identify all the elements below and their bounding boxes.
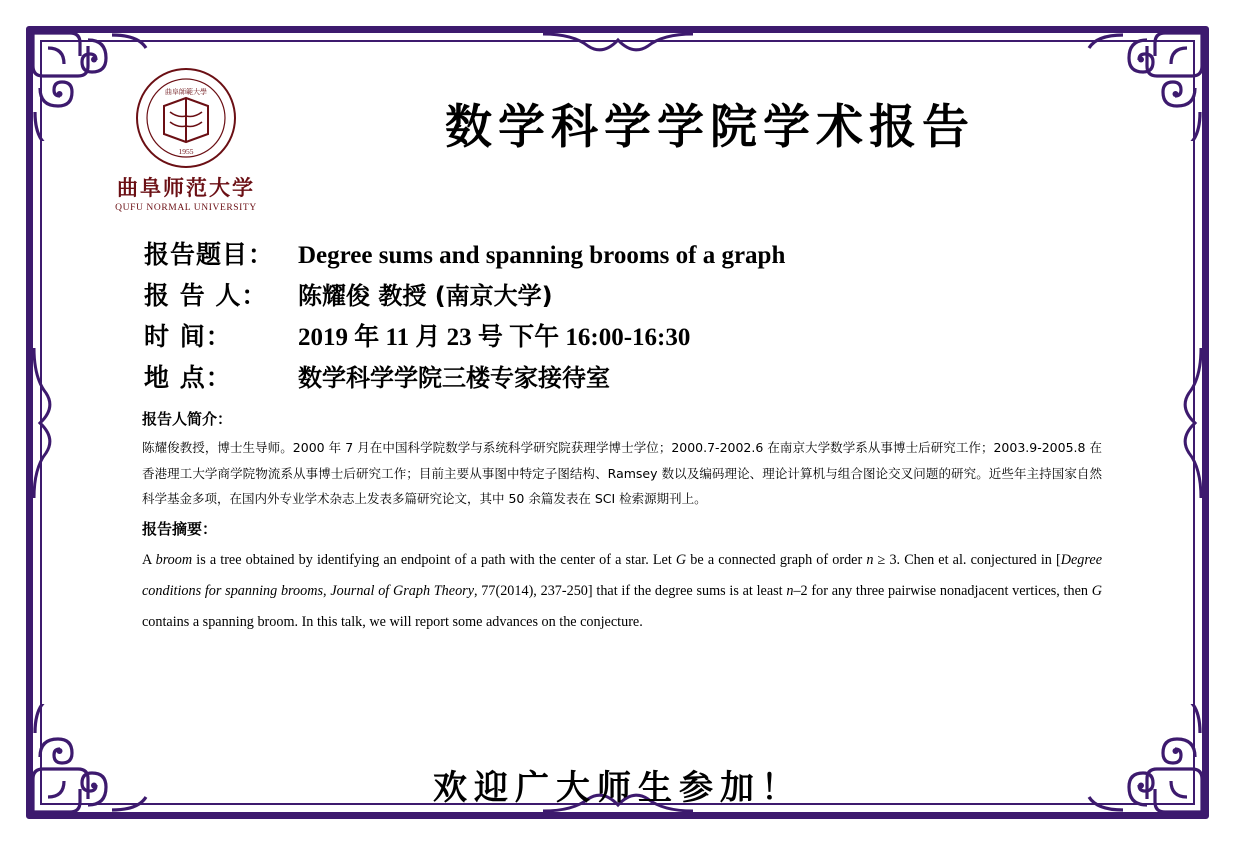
abstract-fragment: be a connected graph of order	[686, 551, 867, 568]
speaker-bio-text: 陈耀俊教授，博士生导师。2000 年 7 月在中国科学院数学与系统科学研究院获理学博士学位；2000.7-2002.6 在南京大学数学系从事博士后研究工作；2003.9-2005.8 在香港理工大学商学院物流系从事博士后研究工作；目前主要从事图中特定子图结构、Ramsey 数以及编码理论、理论计算机与组合图论交叉问题的研究。近些年主持国家自然科学基金多项，在国内外专业学术杂志上发表多篇研究论文，其中 50 余篇发表在 SCI 检索源期刊上。	[142, 440, 1102, 507]
info-row-location	[144, 358, 1175, 394]
abstract-fragment: is a tree obtained by identifying an endpoint of a path with the center of a star. Let	[192, 551, 676, 568]
abstract-fragment: , 77(2014), 237-250] that if the degree sums is at least	[474, 583, 787, 600]
abstract-fragment: Degree conditions for spanning brooms	[142, 551, 1102, 600]
info-label-topic: 报告题目：	[144, 240, 275, 269]
info-label-speaker: 报 告 人：	[144, 281, 268, 310]
abstract-fragment: Journal of Graph Theory	[330, 583, 474, 600]
poster-header	[60, 52, 1175, 227]
speaker-bio-heading: 报告人简介：	[142, 410, 233, 428]
abstract-fragment: n	[786, 583, 794, 600]
speaker-bio-section	[142, 408, 1102, 512]
info-value-topic: Degree sums and spanning brooms of a graph	[298, 242, 786, 269]
abstract-text	[142, 545, 1102, 639]
info-value-speaker: 陈耀俊 教授 (南京大学)	[298, 282, 553, 310]
abstract-fragment: A	[142, 551, 156, 568]
abstract-fragment: n	[866, 551, 874, 568]
abstract-fragment: ≥ 3. Chen et al. conjectured in [	[873, 551, 1061, 568]
info-row-speaker	[144, 276, 1175, 312]
university-name-cn: 曲阜师范大学	[117, 176, 255, 200]
info-value-time: 2019 年 11 月 23 号 下午 16:00-16:30	[298, 324, 691, 351]
abstract-fragment: contains a spanning broom. In this talk, we will report some advances on the conjecture.	[142, 614, 643, 631]
poster-content	[60, 52, 1175, 793]
info-label-time: 时 间：	[144, 322, 232, 351]
info-label-location: 地 点：	[144, 363, 232, 392]
abstract-fragment: broom	[155, 551, 193, 568]
abstract-section	[142, 518, 1102, 639]
university-emblem-icon	[134, 66, 238, 170]
info-row-time	[144, 317, 1175, 353]
abstract-fragment: ,	[323, 583, 331, 600]
abstract-heading: 报告摘要：	[142, 519, 218, 538]
info-value-location: 数学科学学院三楼专家接待室	[298, 364, 610, 392]
footer-welcome-text: 欢迎广大师生参加！	[433, 768, 802, 808]
emblem-year: 1955	[178, 147, 194, 156]
abstract-fragment: G	[675, 551, 687, 568]
abstract-fragment: G	[1091, 583, 1102, 600]
university-name-en: QUFU NORMAL UNIVERSITY	[115, 203, 257, 213]
page-title: 数学科学学院学术报告	[445, 100, 975, 155]
university-logo	[106, 66, 266, 213]
svg-text:曲阜師範大學: 曲阜師範大學	[165, 88, 207, 96]
talk-info	[144, 235, 1175, 394]
info-row-topic	[144, 235, 1175, 271]
abstract-fragment: –2 for any three pairwise nonadjacent vertices, then	[793, 583, 1092, 600]
